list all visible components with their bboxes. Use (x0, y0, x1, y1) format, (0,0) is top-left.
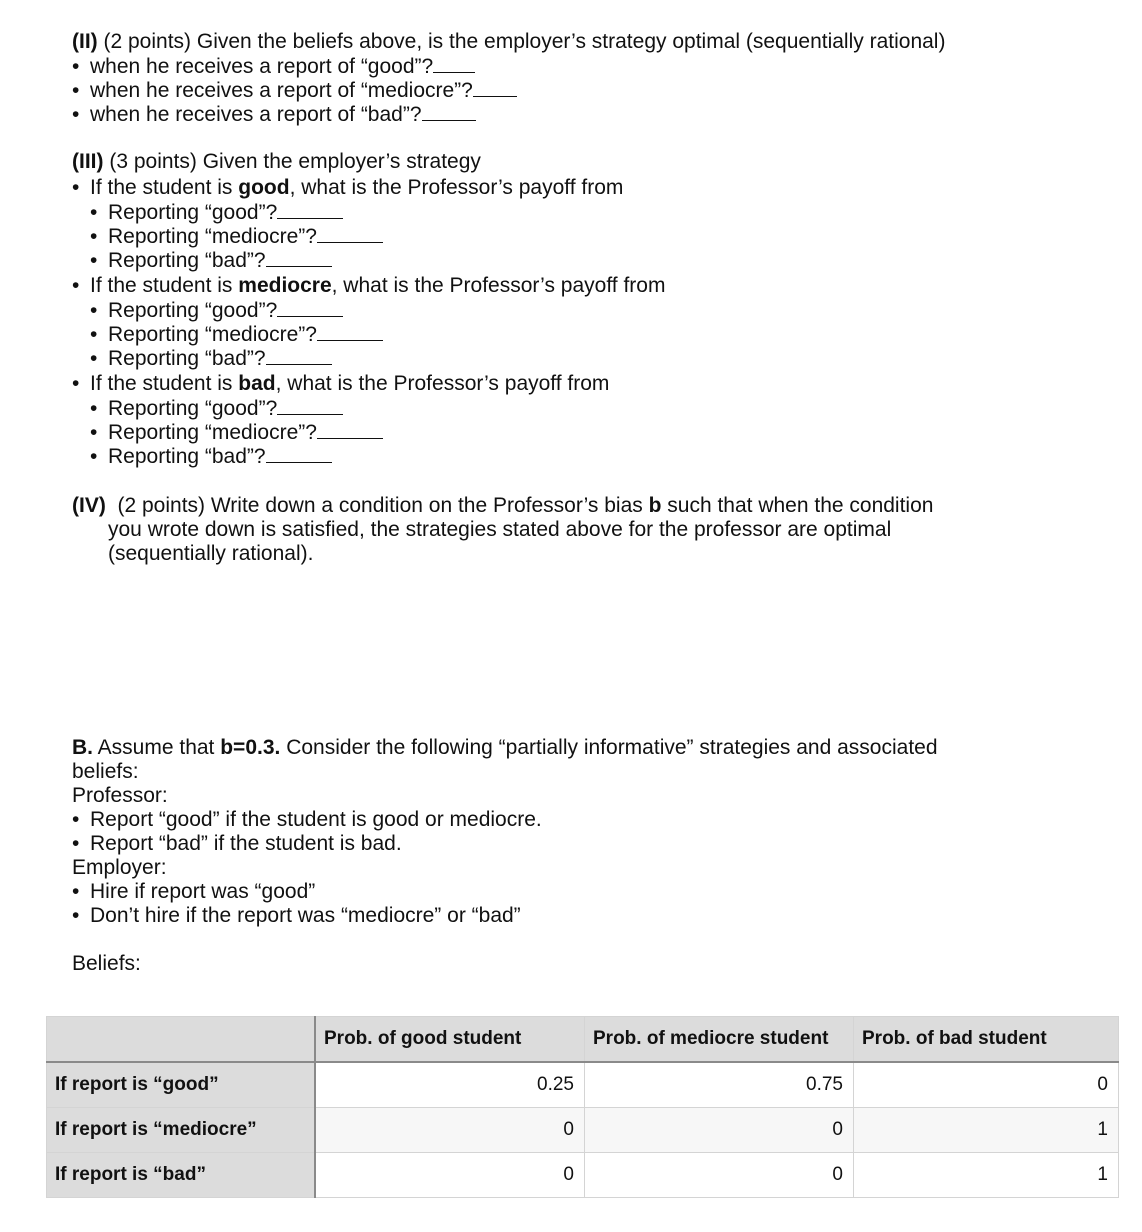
professor-label: Professor: (72, 784, 168, 807)
answer-blank[interactable] (277, 298, 343, 317)
answer-blank[interactable] (266, 444, 332, 463)
employer-strategy-1: • Hire if report was “good” (72, 880, 316, 903)
report-option-good: • Reporting “good”? (90, 298, 343, 322)
answer-blank[interactable] (266, 248, 332, 267)
table-row (47, 1108, 1119, 1153)
answer-blank[interactable] (277, 396, 343, 415)
part-iii-group-good: • If the student is good, what is the Professor’s payoff from (72, 176, 624, 199)
cell-prob-good: 0.25 (315, 1062, 585, 1108)
cell-prob-mediocre: 0 (585, 1153, 854, 1198)
row-label: If report is “good” (47, 1062, 316, 1108)
row-label: If report is “mediocre” (47, 1108, 316, 1153)
answer-blank[interactable] (277, 200, 343, 219)
report-option-bad: • Reporting “bad”? (90, 248, 332, 272)
part-ii-heading (72, 30, 945, 54)
professor-strategy-2: • Report “bad” if the student is bad. (72, 832, 402, 855)
part-ii-item-3: • when he receives a report of “bad”? (72, 102, 476, 126)
report-option-good: • Reporting “good”? (90, 396, 343, 420)
cell-prob-bad: 1 (854, 1153, 1119, 1198)
table-header-mediocre: Prob. of mediocre student (585, 1017, 854, 1063)
answer-blank[interactable] (433, 54, 475, 73)
report-option-mediocre: • Reporting “mediocre”? (90, 224, 383, 248)
part-b-label: B. (72, 736, 93, 759)
table-header-bad: Prob. of bad student (854, 1017, 1119, 1063)
part-iv-line-2: you wrote down is satisfied, the strategies stated above for the professor are optimal (108, 518, 892, 541)
part-iii-group-bad: • If the student is bad, what is the Professor’s payoff from (72, 372, 610, 395)
part-iii-group-mediocre: • If the student is mediocre, what is the Professor’s payoff from (72, 274, 666, 297)
part-iii-heading (72, 150, 481, 174)
answer-blank[interactable] (317, 224, 383, 243)
professor-strategy-1: • Report “good” if the student is good or mediocre. (72, 808, 542, 831)
table-header-row (47, 1017, 1119, 1063)
report-option-good: • Reporting “good”? (90, 200, 343, 224)
employer-label: Employer: (72, 856, 167, 879)
part-iv-label: (IV) (72, 494, 106, 517)
part-iv-line-3: (sequentially rational). (108, 542, 314, 565)
answer-blank[interactable] (473, 78, 517, 97)
report-option-mediocre: • Reporting “mediocre”? (90, 420, 383, 444)
answer-blank[interactable] (266, 346, 332, 365)
beliefs-table (46, 1016, 1119, 1198)
part-ii-text: (2 points) Given the beliefs above, is the employer’s strategy optimal (sequentially rational) (97, 30, 946, 53)
part-ii-item-1: • when he receives a report of “good”? (72, 54, 475, 78)
table-header-corner (47, 1017, 316, 1063)
part-b-heading: B. Assume that b=0.3. Consider the following “partially informative” strategies and associated (72, 736, 938, 759)
table-header-good: Prob. of good student (315, 1017, 585, 1063)
cell-prob-mediocre: 0 (585, 1108, 854, 1153)
part-iv-heading: (IV) (2 points) Write down a condition on the Professor’s bias b such that when the condition (72, 494, 934, 517)
report-option-bad: • Reporting “bad”? (90, 444, 332, 468)
beliefs-label: Beliefs: (72, 952, 141, 975)
part-ii-label: (II) (72, 30, 98, 53)
cell-prob-bad: 0 (854, 1062, 1119, 1108)
part-b-line-2: beliefs: (72, 760, 139, 783)
report-option-bad: • Reporting “bad”? (90, 346, 332, 370)
table-row (47, 1062, 1119, 1108)
cell-prob-good: 0 (315, 1108, 585, 1153)
part-iii-label: (III) (72, 150, 104, 173)
table-row (47, 1153, 1119, 1198)
cell-prob-mediocre: 0.75 (585, 1062, 854, 1108)
row-label: If report is “bad” (47, 1153, 316, 1198)
answer-blank[interactable] (317, 420, 383, 439)
answer-blank[interactable] (317, 322, 383, 341)
cell-prob-good: 0 (315, 1153, 585, 1198)
part-ii-item-2: • when he receives a report of “mediocre”? (72, 78, 517, 102)
employer-strategy-2: • Don’t hire if the report was “mediocre” or “bad” (72, 904, 521, 927)
report-option-mediocre: • Reporting “mediocre”? (90, 322, 383, 346)
answer-blank[interactable] (422, 102, 476, 121)
cell-prob-bad: 1 (854, 1108, 1119, 1153)
part-iii-text: (3 points) Given the employer’s strategy (103, 150, 481, 173)
